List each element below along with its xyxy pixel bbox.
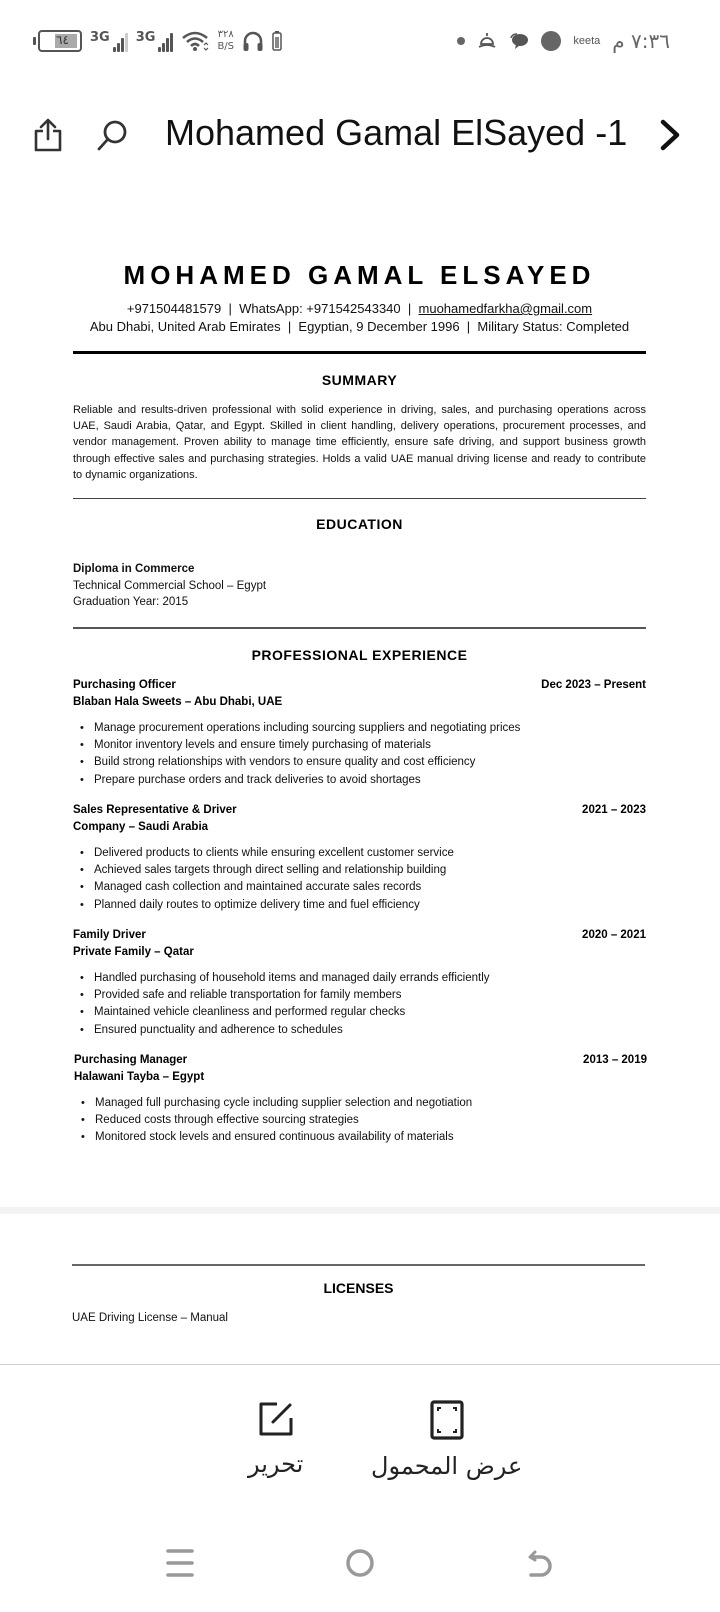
small-battery-icon xyxy=(272,30,282,52)
status-bar-right xyxy=(457,26,670,56)
job-bullets xyxy=(73,845,646,914)
network-type-1: 3G xyxy=(90,30,110,45)
whatsapp: WhatsApp: +971542543340 xyxy=(239,301,401,316)
keeta-icon: keeta xyxy=(573,35,601,47)
back-icon xyxy=(525,1548,555,1578)
search-icon xyxy=(95,118,129,152)
chat-bubble-icon xyxy=(509,32,529,50)
document-title: Mohamed Gamal ElSayed -1 xyxy=(165,112,628,153)
bullet-item: • Monitored stock levels and ensured continuous availability of materials xyxy=(74,1129,647,1146)
license-item: UAE Driving License – Manual xyxy=(72,1312,228,1324)
document-page-2 xyxy=(0,1214,720,1364)
chevron-right-icon xyxy=(658,118,682,152)
document-page-1 xyxy=(0,180,720,1207)
signal-icon xyxy=(90,30,128,52)
recent-apps-button[interactable] xyxy=(160,1545,200,1581)
experience-heading: PROFESSIONAL EXPERIENCE xyxy=(251,647,468,663)
bullet-item: • Maintained vehicle cleanliness and performed regular checks xyxy=(73,1004,646,1021)
bullet-item: • Delivered products to clients while ensuring excellent customer service xyxy=(73,845,646,862)
contact-line-2: Abu Dhabi, United Arab Emirates | Egyptian, 9 December 1996 | Military Status: Completed xyxy=(89,319,630,334)
bullet-item: • Planned daily routes to optimize delivery time and fuel efficiency xyxy=(73,897,646,914)
job-dates: Dec 2023 – Present xyxy=(541,679,646,691)
job-company: Blaban Hala Sweets – Abu Dhabi, UAE xyxy=(73,696,283,708)
job-title: Purchasing Officer xyxy=(73,679,176,691)
bullet-item: • Achieved sales targets through direct selling and relationship building xyxy=(73,862,646,879)
battery-percent: ٦٤ xyxy=(56,33,69,47)
bullet-item: • Build strong relationships with vendors to ensure quality and cost efficiency xyxy=(73,754,646,771)
resume-name: MOHAMED GAMAL ELSAYED xyxy=(123,260,596,290)
page-break xyxy=(0,1207,720,1214)
mobile-view-button[interactable] xyxy=(371,1400,522,1480)
edit-icon xyxy=(257,1400,295,1438)
network-type-2: 3G xyxy=(135,30,156,45)
job-dates: 2013 – 2019 xyxy=(583,1054,647,1066)
job-dates: 2021 – 2023 xyxy=(582,804,646,816)
licenses-heading: LICENSES xyxy=(323,1280,394,1296)
search-button[interactable] xyxy=(92,115,132,155)
headphones-icon xyxy=(242,30,264,52)
education-heading: EDUCATION xyxy=(316,516,403,532)
status-bar xyxy=(0,0,720,80)
edit-button[interactable] xyxy=(248,1400,303,1478)
job-bullets xyxy=(73,720,646,789)
bullet-item: • Handled purchasing of household items and managed daily errands efficiently xyxy=(73,970,646,987)
battery-icon xyxy=(38,30,82,52)
bottom-action-bar xyxy=(0,1365,720,1515)
mobile-view-icon xyxy=(430,1400,464,1440)
job-bullets xyxy=(74,1095,647,1147)
email-link[interactable]: muohamedfarkha@gmail.com xyxy=(418,301,593,316)
job-company: Company – Saudi Arabia xyxy=(73,821,209,833)
share-button[interactable] xyxy=(28,115,68,155)
phone: +971504481579 xyxy=(126,301,222,316)
top-app-bar xyxy=(0,100,720,170)
header-divider xyxy=(73,351,646,354)
edit-label: تحرير xyxy=(248,1450,304,1478)
education-graduation: Graduation Year: 2015 xyxy=(73,596,189,608)
mobile-view-label: عرض المحمول xyxy=(371,1452,523,1480)
home-button[interactable] xyxy=(340,1545,380,1581)
notification-dot-icon xyxy=(457,37,465,45)
job-company: Halawani Tayba – Egypt xyxy=(74,1071,205,1083)
contact-line-1: +971504481579 | WhatsApp: +971542543340 | muohamedfarkha@gmail.com xyxy=(126,301,593,316)
section-divider xyxy=(73,627,646,629)
bullet-item: • Ensured punctuality and adherence to schedules xyxy=(73,1022,646,1039)
section-divider xyxy=(73,498,646,499)
job-title: Purchasing Manager xyxy=(74,1054,188,1066)
education-degree: Diploma in Commerce xyxy=(73,563,195,575)
bullet-item: • Manage procurement operations including sourcing suppliers and negotiating prices xyxy=(73,720,646,737)
back-button[interactable] xyxy=(520,1545,560,1581)
bullet-item: • Prepare purchase orders and track deliveries to avoid shortages xyxy=(73,772,646,789)
next-button[interactable] xyxy=(650,115,690,155)
job-bullets xyxy=(73,970,646,1039)
home-icon xyxy=(345,1548,375,1578)
mosque-icon xyxy=(477,31,497,51)
status-bar-left xyxy=(34,26,282,56)
system-nav-bar xyxy=(0,1515,720,1612)
job-dates: 2020 – 2021 xyxy=(582,929,646,941)
wifi-icon xyxy=(181,30,209,52)
job-company: Private Family – Qatar xyxy=(73,946,194,958)
bullet-item: • Monitor inventory levels and ensure timely purchasing of materials xyxy=(73,737,646,754)
section-divider xyxy=(72,1264,645,1266)
share-icon xyxy=(32,117,64,153)
bullet-item: • Provided safe and reliable transportation for family members xyxy=(73,987,646,1004)
summary-heading: SUMMARY xyxy=(321,372,398,388)
bullet-item: • Managed full purchasing cycle including supplier selection and negotiation xyxy=(74,1095,647,1112)
job-title: Sales Representative & Driver xyxy=(73,804,237,816)
summary-text: Reliable and results-driven professional with solid experience in driving, sales, and purchasing operations across UAE, Saudi Arabia, Qatar, and Egypt. Skilled in client handling, delivery operations, procurement processes, and vendor management. Proven ability to manage time efficiently, ensure safe driving, and support business growth through effective sales and purchasing strategies. Holds a valid UAE manual driving license and ready to contribute to dynamic organizations. xyxy=(73,404,646,481)
network-speed: ٣٢٨ B/S xyxy=(217,29,235,52)
bullet-item: • Managed cash collection and maintained accurate sales records xyxy=(73,879,646,896)
bullet-item: • Reduced costs through effective sourcing strategies xyxy=(74,1112,647,1129)
job-title: Family Driver xyxy=(73,929,146,941)
signal-icon xyxy=(136,30,174,52)
education-school: Technical Commercial School – Egypt xyxy=(73,580,267,592)
recent-apps-icon xyxy=(166,1548,194,1578)
circle-app-icon xyxy=(541,31,561,51)
clock: ٧:٣٦ م xyxy=(612,29,670,53)
